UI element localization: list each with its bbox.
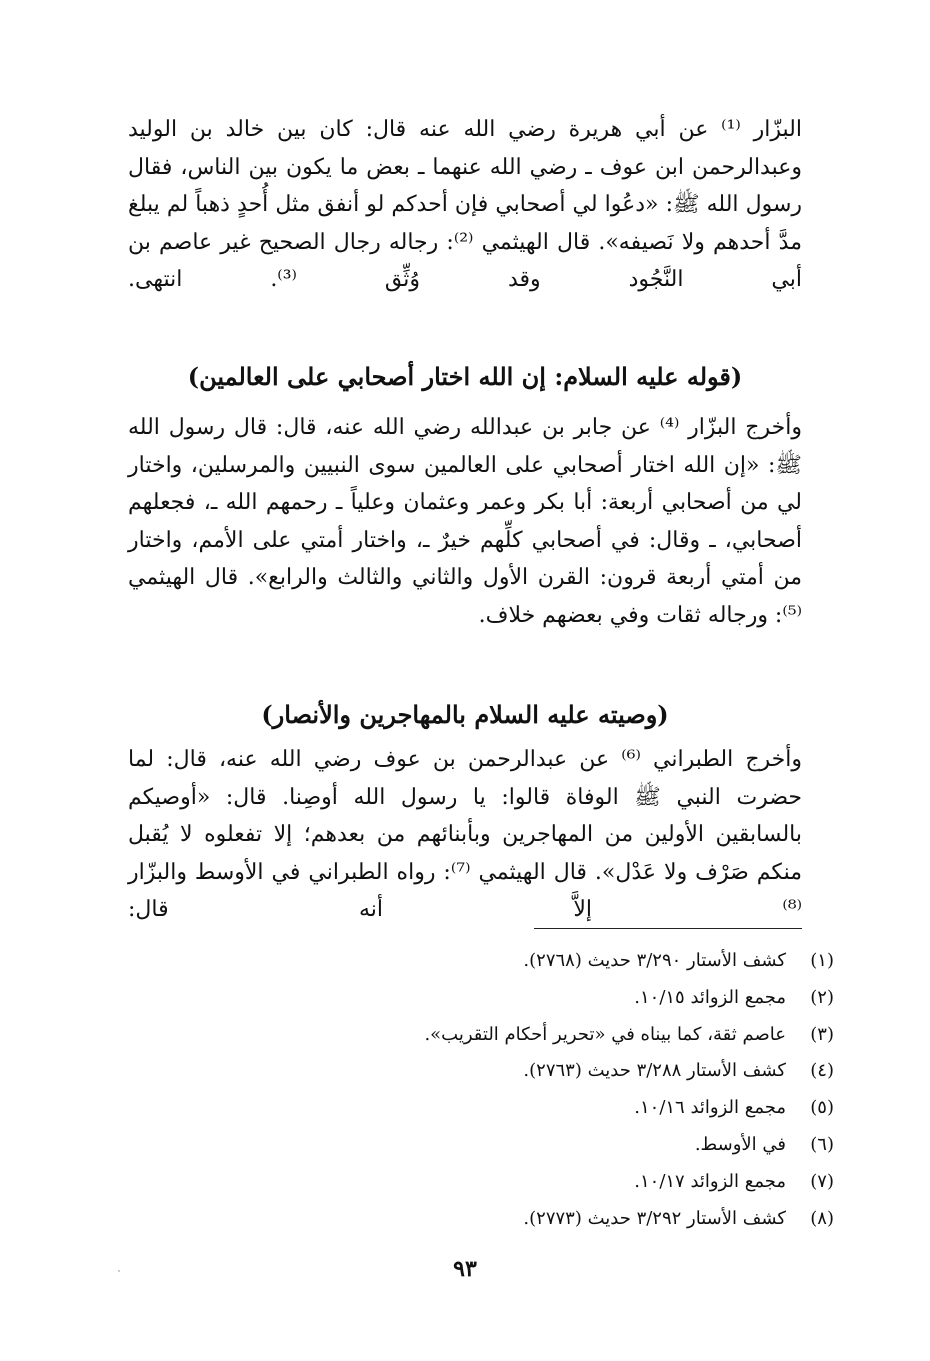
scan-speck	[118, 1270, 120, 1272]
footnote-number: (٤)	[810, 1060, 834, 1082]
footnote-item	[274, 1017, 834, 1054]
section-heading-muhajirin: (وصيته عليه السلام بالمهاجرين والأنصار)	[261, 700, 669, 729]
footnote-number: (٢)	[810, 986, 834, 1008]
footnote-item	[274, 1090, 834, 1127]
footnote-number: (١)	[810, 950, 834, 971]
section-khalid-abdulrahman	[128, 111, 802, 299]
footnotes-list	[274, 943, 834, 1237]
section-muhajirin-ansar	[128, 695, 802, 929]
page-number: ٩٣	[453, 1256, 477, 1282]
body-paragraph-3: وأخرج الطبراني ⁽⁶⁾ عن عبدالرحمن بن عوف رضي الله عنه، قال: لما حضرت النبي ﷺ الوفاة قالوا: يا رسول الله أوصِنا. قال: «أوصيكم بالسابقين الأولين من المهاجرين وبأبنائهم من بعدهم؛ إلا تفعلوه لا يُقبل منكم صَرْف ولا عَدْل». قال الهيثمي ⁽⁷⁾: رواه الطبراني في الأوسط والبزّار ⁽⁸⁾ إلاَّ أنه قال:	[128, 747, 803, 922]
footnote-number: (٣)	[810, 1023, 834, 1045]
footnote-text: في الأوسط.	[694, 1133, 786, 1155]
footnote-item	[274, 1201, 834, 1238]
footnote-number: (٦)	[810, 1133, 834, 1155]
footnote-item	[274, 1164, 834, 1201]
footnote-text: مجمع الزوائد ١٠/١٧.	[634, 1170, 786, 1192]
footnote-item	[274, 943, 834, 980]
footnote-text: كشف الأستار ٣/٢٩٠ حديث (٢٧٦٨).	[523, 950, 786, 971]
footnote-text: مجمع الزوائد ١٠/١٦.	[634, 1097, 786, 1119]
footnote-text: كشف الأستار ٣/٢٩٢ حديث (٢٧٧٣).	[523, 1207, 786, 1229]
body-paragraph-1: البزّار ⁽¹⁾ عن أبي هريرة رضي الله عنه قال: كان بين خالد بن الوليد وعبدالرحمن ابن عوف ـ رضي الله عنهما ـ بعض ما يكون بين الناس، فقال رسول الله ﷺ: «دعُوا لي أصحابي فإن أحدكم لو أنفق مثل أُحدٍ ذهباً لم يبلغ مدَّ أحدهم ولا نَصيفه». قال الهيثمي ⁽²⁾: رجاله رجال الصحيح غير عاصم بن أبي النَّجُود وقد وُثِّق ⁽³⁾. انتهى.	[128, 117, 803, 292]
footnote-text: كشف الأستار ٣/٢٨٨ حديث (٢٧٦٣).	[523, 1060, 786, 1082]
section-companions-chosen	[128, 357, 802, 634]
footnote-item	[274, 1127, 834, 1164]
body-paragraph-2: وأخرج البزّار ⁽⁴⁾ عن جابر بن عبدالله رضي الله عنه، قال: قال رسول الله ﷺ: «إن الله اختار أصحابي على العالمين سوى النبيين والمرسلين، واختار لي من أصحابي أربعة: أبا بكر وعمر وعثمان وعلياً ـ رحمهم الله ـ، فجعلهم أصحابي، ـ وقال: في أصحابي كلِّهم خيرٌ ـ، واختار أمتي على الأمم، واختار من أمتي أربعة قرون: القرن الأول والثاني والثالث والرابع». قال الهيثمي ⁽⁵⁾: ورجاله ثقات وفي بعضهم خلاف.	[128, 415, 802, 628]
footnote-number: (٨)	[810, 1207, 834, 1229]
footnote-item	[274, 1053, 834, 1090]
footnote-number: (٧)	[810, 1170, 834, 1192]
footnote-number: (٥)	[810, 1097, 834, 1119]
footnote-item	[274, 980, 834, 1017]
footnote-text: مجمع الزوائد ١٠/١٥.	[634, 986, 786, 1008]
footnote-divider	[534, 928, 802, 929]
footnote-text: عاصم ثقة، كما بيناه في «تحرير أحكام التقريب».	[424, 1023, 786, 1045]
section-heading-companions: (قوله عليه السلام: إن الله اختار أصحابي على العالمين)	[187, 362, 743, 391]
